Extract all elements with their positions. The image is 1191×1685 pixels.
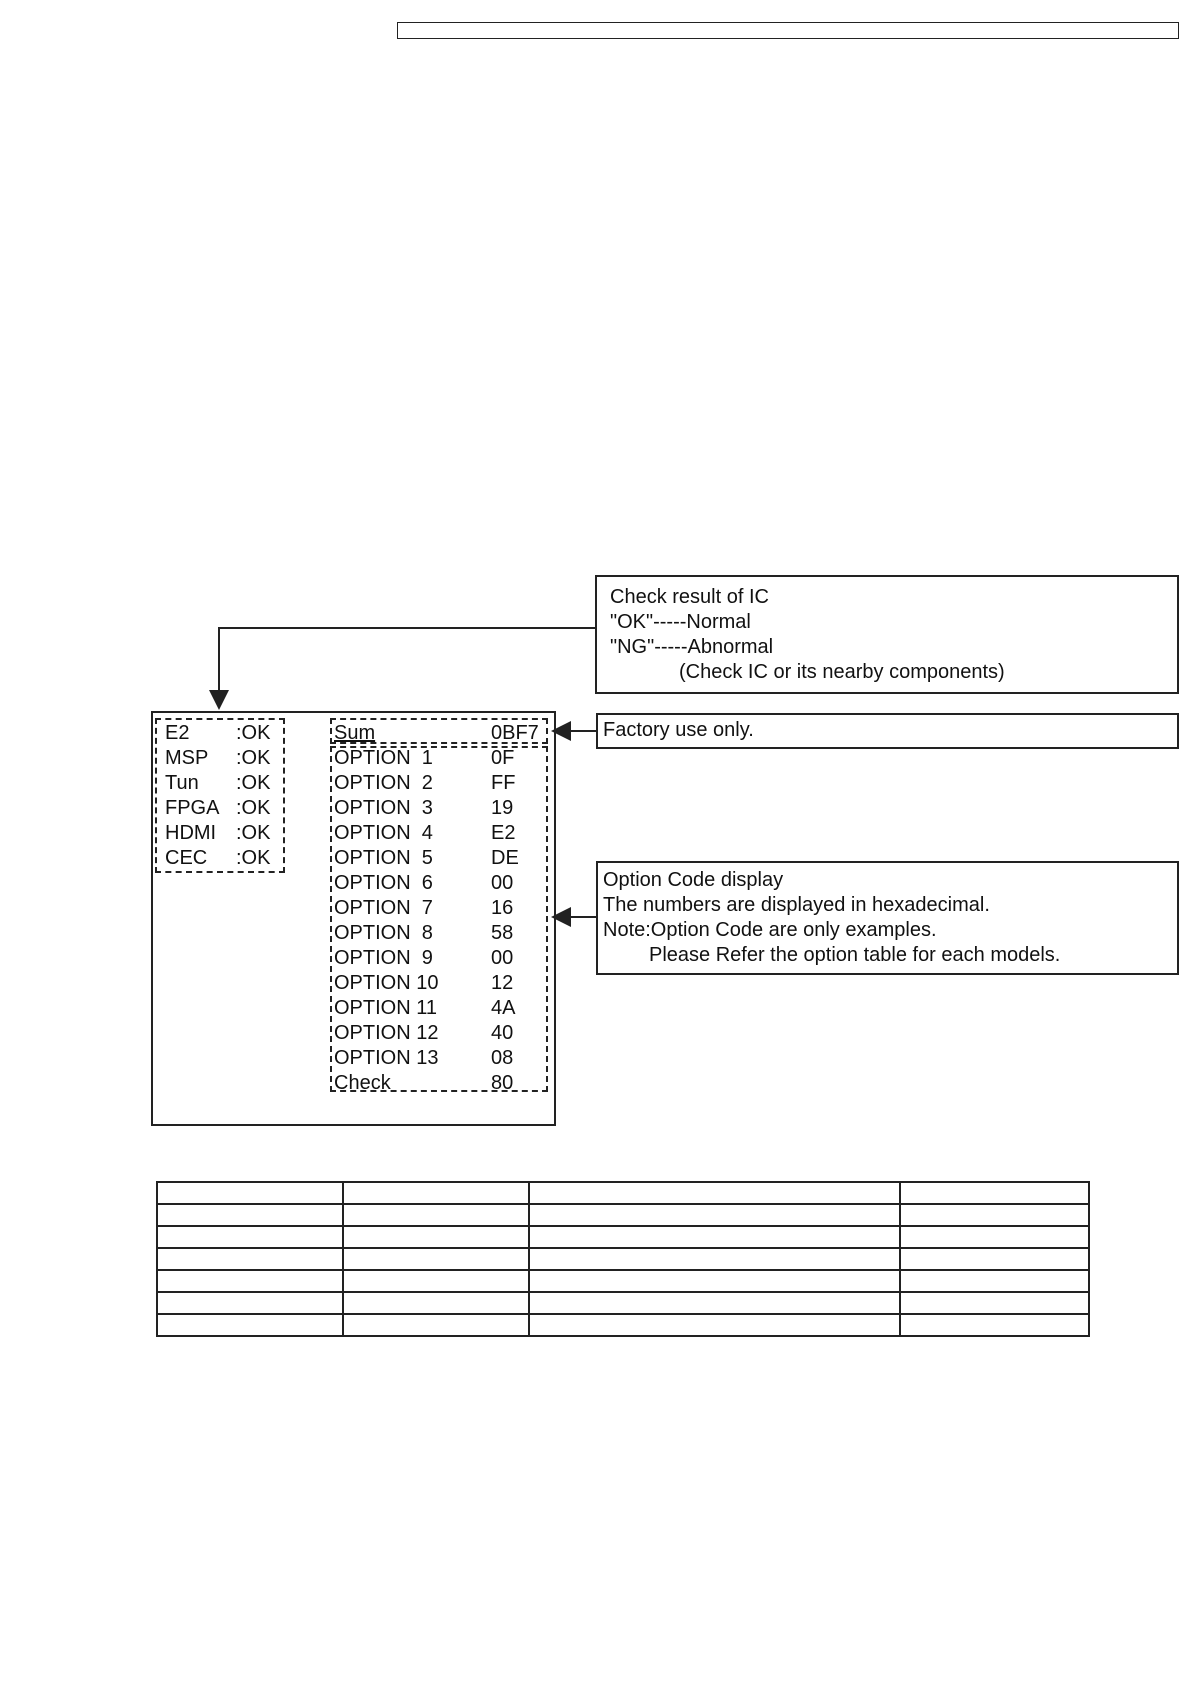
callout-line: Check result of IC	[610, 586, 769, 608]
ic-status-e2: :OK	[236, 722, 271, 744]
option-label: OPTION 7	[334, 897, 433, 919]
table-row	[157, 1248, 1089, 1270]
option-value: 4A	[491, 997, 516, 1019]
ic-status-tun: :OK	[236, 772, 271, 794]
ic-status-hdmi: :OK	[236, 822, 271, 844]
option-label: OPTION 6	[334, 872, 433, 894]
option-label: OPTION 12	[334, 1022, 439, 1044]
option-value: E2	[491, 822, 516, 844]
option-value: DE	[491, 847, 519, 869]
option-value: 0F	[491, 747, 515, 769]
table-row	[157, 1182, 1089, 1204]
callout-line: Note:Option Code are only examples.	[603, 919, 937, 941]
table-row	[157, 1226, 1089, 1248]
callout-line: "OK"-----Normal	[610, 611, 751, 633]
callout-line: Please Refer the option table for each models.	[649, 944, 1061, 966]
option-label: OPTION 11	[334, 997, 437, 1019]
arrow-to-ic-group	[219, 628, 595, 708]
table-row	[157, 1292, 1089, 1314]
option-value: 00	[491, 872, 514, 894]
option-value: 08	[491, 1047, 514, 1069]
option-label: OPTION 9	[334, 947, 433, 969]
option-label: OPTION 2	[334, 772, 433, 794]
table-row	[157, 1204, 1089, 1226]
callout-line: The numbers are displayed in hexadecimal.	[603, 894, 990, 916]
sum-value: 0BF7	[491, 722, 539, 744]
ic-name-hdmi: HDMI	[165, 822, 217, 844]
option-label: OPTION 10	[334, 972, 439, 994]
option-label: OPTION 13	[334, 1047, 439, 1069]
option-value: 12	[491, 972, 514, 994]
callout-line: (Check IC or its nearby components)	[679, 661, 1005, 683]
option-label: OPTION 8	[334, 922, 433, 944]
callout-line: "NG"-----Abnormal	[610, 636, 774, 658]
option-value: 16	[491, 897, 514, 919]
option-value: FF	[491, 772, 516, 794]
ic-status-msp: :OK	[236, 747, 271, 769]
check-value: 80	[491, 1072, 514, 1094]
sum-label: Sum	[334, 722, 376, 744]
table-row	[157, 1270, 1089, 1292]
ic-status-fpga: :OK	[236, 797, 271, 819]
option-value: 19	[491, 797, 514, 819]
option-label: OPTION 3	[334, 797, 433, 819]
callout-line: Option Code display	[603, 869, 784, 891]
option-value: 00	[491, 947, 514, 969]
option-value: 58	[491, 922, 514, 944]
blank-table	[156, 1181, 1090, 1337]
ic-name-e2: E2	[165, 722, 190, 744]
option-label: OPTION 5	[334, 847, 433, 869]
ic-name-cec: CEC	[165, 847, 208, 869]
table-row	[157, 1314, 1089, 1336]
option-label: OPTION 4	[334, 822, 433, 844]
option-value: 40	[491, 1022, 514, 1044]
callout-line: Factory use only.	[603, 719, 754, 741]
ic-name-msp: MSP	[165, 747, 209, 769]
ic-name-fpga: FPGA	[165, 797, 220, 819]
ic-status-cec: :OK	[236, 847, 271, 869]
check-label: Check	[334, 1072, 391, 1094]
option-label: OPTION 1	[334, 747, 433, 769]
ic-name-tun: Tun	[165, 772, 199, 794]
